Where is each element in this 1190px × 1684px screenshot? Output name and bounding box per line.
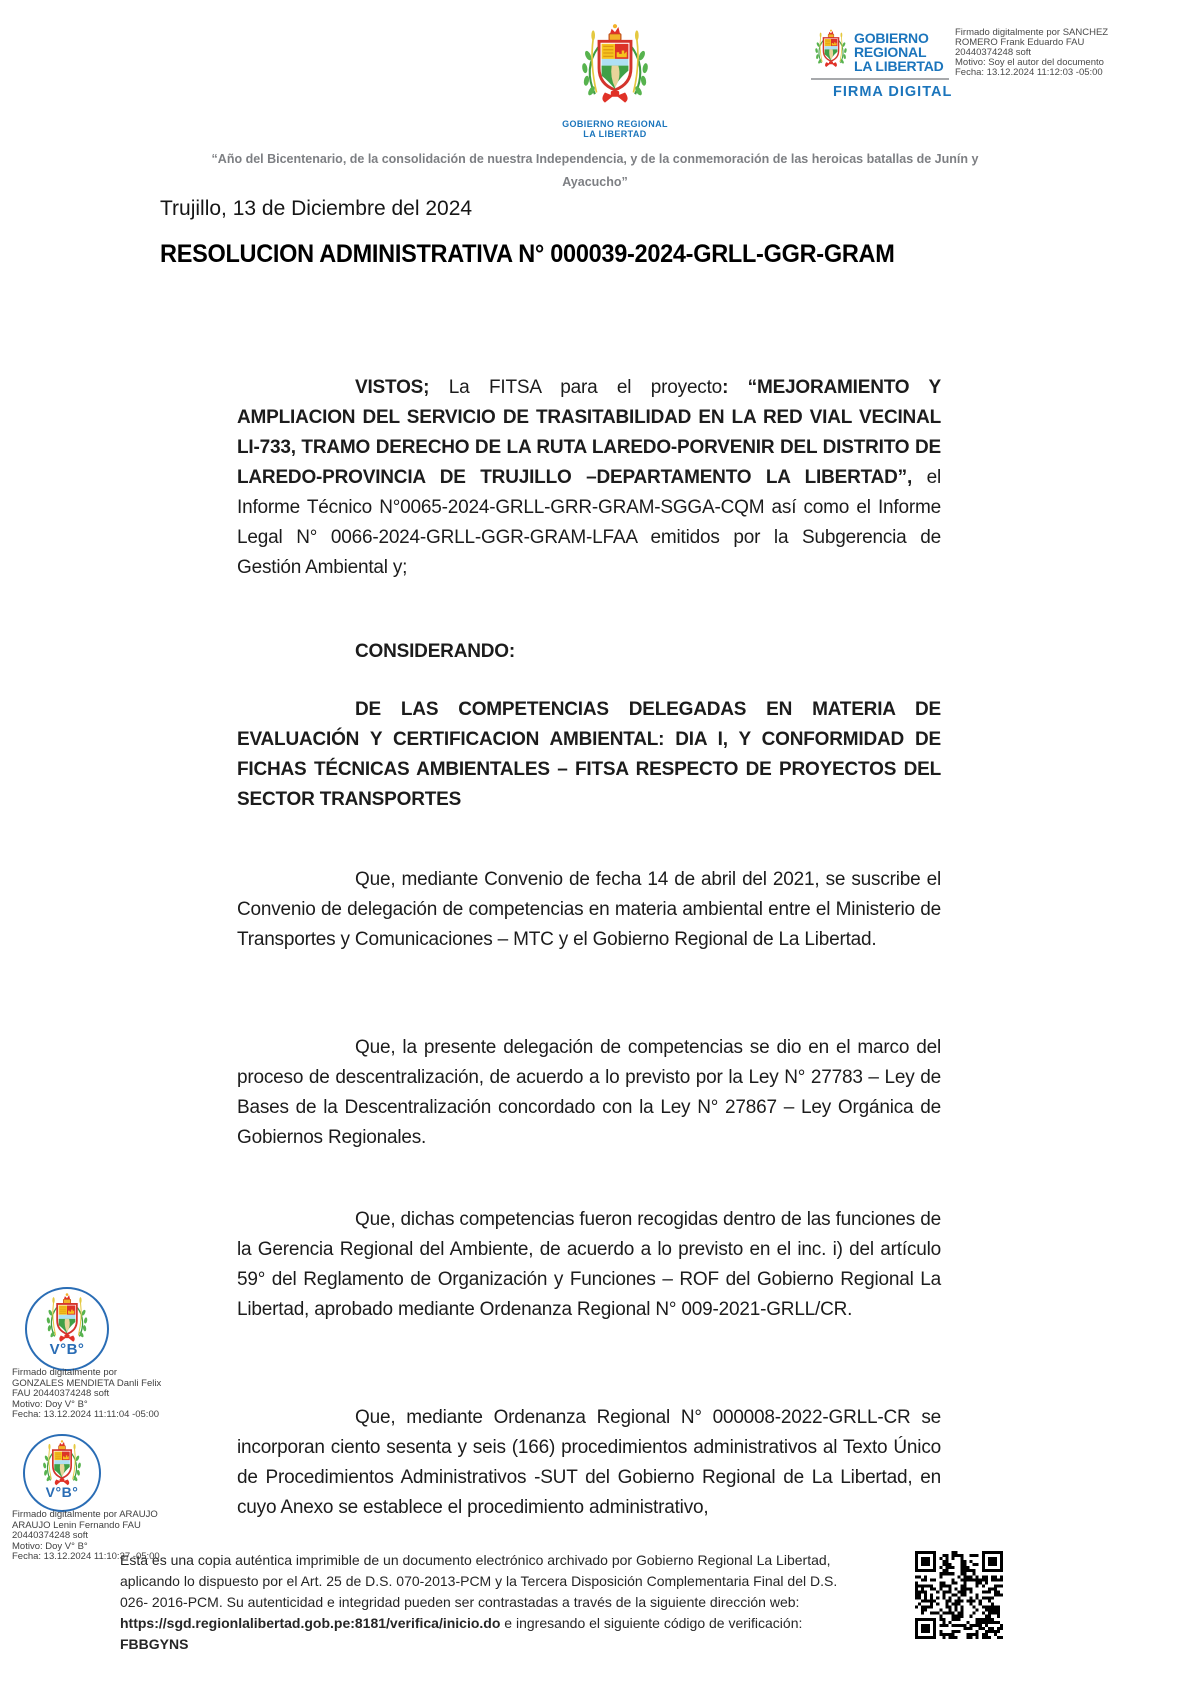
crest-caption-line1: GOBIERNO REGIONAL (562, 119, 668, 129)
qr-code (914, 1551, 1004, 1639)
paragraph-funciones-rof: Que, dichas competencias fueron recogidas dentro de las funciones de la Gerencia Regional del Ambiente, de acuerdo a lo previsto en el inc. i) del artículo 59° del Reglamento de Organización y Funciones – ROF del Gobierno Regional La Libertad, aprobado mediante Ordenanza Regional N° 009-2021-GRLL/CR. (237, 1209, 941, 1320)
vobo-stamp-1 (25, 1287, 109, 1371)
paragraph-convenio: Que, mediante Convenio de fecha 14 de abril del 2021, se suscribe el Convenio de delegación de competencias en materia ambiental entre el Ministerio de Transportes y Comunicaciones – MTC y el Gobierno Regional de La Libertad. (237, 869, 941, 950)
date-line: Trujillo, 13 de Diciembre del 2024 (160, 197, 473, 220)
brand-line1: GOBIERNO (854, 30, 929, 46)
coat-of-arms-small-icon (811, 28, 851, 74)
paragraph-vistos: VISTOS; La FITSA para el proyecto: “MEJORAMIENTO Y AMPLIACION DEL SERVICIO DE TRASITABILIDAD EN LA RED VIAL VECINAL LI-733, TRAMO DERECHO DE LA RUTA LAREDO-PORVENIR DEL DISTRITO DE LAREDO-PROVINCIA DE TRUJILLO –DEPARTAMENTO LA LIBERTAD”, el Informe Técnico N°0065-2024-GRLL-GRR-GRAM-SGGA-CQM así como el Informe Legal N° 0066-2024-GRLL-GGR-GRAM-LFAA emitidos por la Subgerencia de Gestión Ambiental y; (237, 377, 941, 578)
vobo-label: V°B° (49, 1341, 85, 1358)
vistos-label: VISTOS; (355, 377, 430, 398)
project-name: : “MEJORAMIENTO Y AMPLIACION DEL SERVICIO DE TRASITABILIDAD EN LA RED VIAL VECINAL LI-733, TRAMO DERECHO DE LA RUTA LAREDO-PORVENIR DEL DISTRITO DE LAREDO-PROVINCIA DE TRUJILLO –DEPARTAMENTO LA LIBERTAD”, (237, 377, 941, 488)
coat-of-arms-icon (565, 22, 665, 116)
paragraph-considerando: CONSIDERANDO: (355, 641, 515, 662)
vobo-label: V°B° (45, 1484, 79, 1500)
brand-divider (811, 78, 949, 80)
digital-signature-top: Firmado digitalmente por SANCHEZ ROMERO Frank Eduardo FAU 20440374248 soft Motivo: Soy el autor del documento Fecha: 13.12.2024 11:12:03 -05:00 (955, 27, 1109, 78)
crest-caption-line2: LA LIBERTAD (583, 129, 647, 139)
paragraph-competencias-heading: DE LAS COMPETENCIAS DELEGADAS EN MATERIA DE EVALUACIÓN Y CERTIFICACION AMBIENTAL: DIA I, Y CONFORMIDAD DE FICHAS TÉCNICAS AMBIENTALES – FITSA RESPECTO DE PROYECTOS DEL SECTOR TRANSPORTES (237, 699, 941, 810)
brand-logo-small (811, 28, 851, 74)
verification-url: https://sgd.regionlalibertad.gob.pe:8181/verifica/inicio.do (120, 1615, 501, 1631)
verification-code: FBBGYNS (120, 1636, 189, 1652)
coat-of-arms-logo (553, 22, 677, 139)
resolution-title: RESOLUCION ADMINISTRATIVA N° 000039-2024-GRLL-GGR-GRAM (160, 240, 895, 268)
digital-signature-stamp-2: Firmado digitalmente por ARAUJO ARAUJO Lenin Fernando FAU 20440374248 soft Motivo: Doy V° B° Fecha: 13.12.2024 11:10:37 -05:00 (12, 1509, 160, 1562)
brand-line3: LA LIBERTAD (854, 58, 944, 74)
paragraph-delegacion: Que, la presente delegación de competencias se dio en el marco del proceso de descentralización, de acuerdo a lo previsto por la Ley N° 27783 – Ley de Bases de la Descentralización concordado con la Ley N° 27867 – Ley Orgánica de Gobiernos Regionales. (237, 1037, 941, 1148)
digital-signature-stamp-1: Firmado digitalmente por GONZALES MENDIETA Danli Felix FAU 20440374248 soft Motivo: Doy V° B° Fecha: 13.12.2024 11:11:04 -05:00 (12, 1367, 162, 1420)
authenticity-footer: Esta es una copia auténtica imprimible de un documento electrónico archivado por Gobierno Regional La Libertad, aplicando lo dispuesto por el Art. 25 de D.S. 070-2013-PCM y la Tercera Disposición Complementaria Final del D.S. 026- 2016-PCM. Su autenticidad e integridad pueden ser contrastadas a través de la siguiente dirección web: https://sgd.regionlalibertad.gob.pe:8181/verifica/inicio.do e ingresando el siguiente código de verificación: FBBGYNS (120, 1552, 838, 1652)
bicentenary-motto: “Año del Bicentenario, de la consolidación de nuestra Independencia, y de la conmemoración de las heroicas batallas de Junín y Ayacucho” (211, 152, 979, 189)
brand-line2: REGIONAL (854, 44, 927, 60)
firma-digital-label: FIRMA DIGITAL (833, 84, 953, 100)
vobo-stamp-2 (23, 1434, 101, 1512)
brand-wordmark (854, 31, 944, 73)
paragraph-ordenanza: Que, mediante Ordenanza Regional N° 000008-2022-GRLL-CR se incorporan ciento sesenta y seis (166) procedimientos administrativos al Texto Único de Procedimientos Administrativos -SUT del Gobierno Regional de La Libertad, en cuyo Anexo se establece el procedimiento administrativo, (237, 1407, 941, 1518)
